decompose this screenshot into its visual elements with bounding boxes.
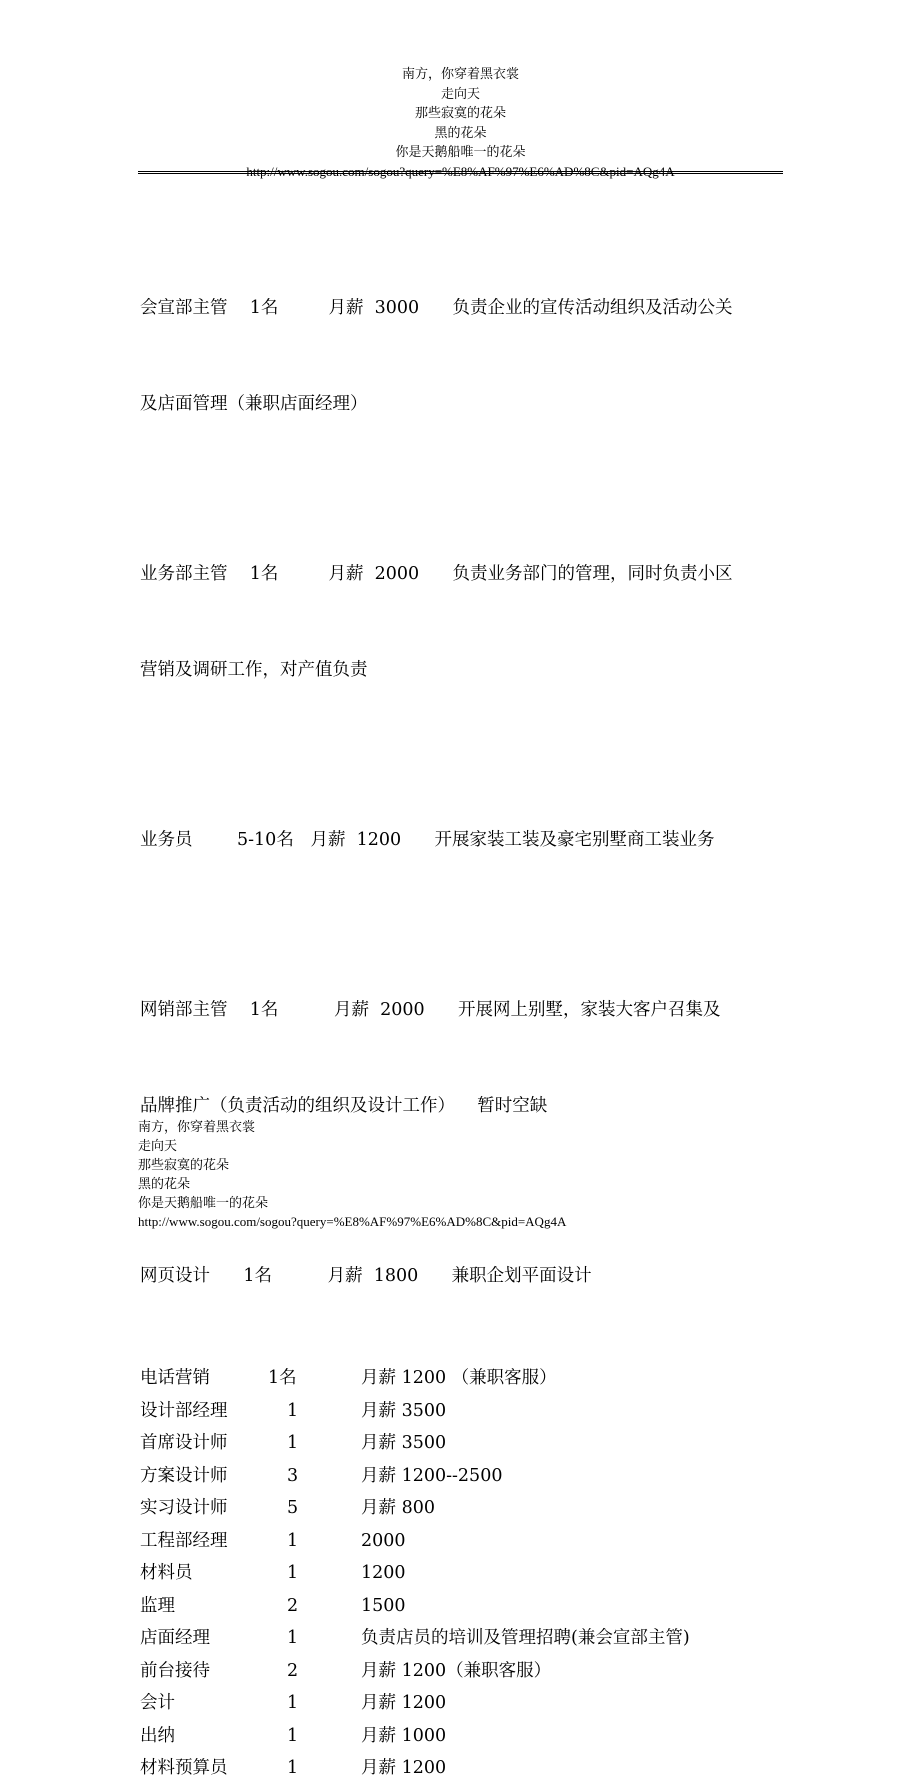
job-salary: 月薪 3500 [361,1433,447,1453]
job-count: 1 [287,1628,299,1648]
job-count: 1 [287,1433,299,1453]
job-row [140,1395,790,1428]
job-title: 首席设计师 [140,1433,228,1453]
job-count: 3 [287,1465,299,1486]
header-poem-line: 黑的花朵 [434,124,487,140]
job-count: 2 [287,1660,299,1681]
page-header [138,64,783,181]
job-salary: 月薪 1200 [361,1693,447,1713]
job-line: 会宣部主管 1名 月薪 3000 负责企业的宣传活动组织及活动公关 [140,298,733,318]
job-listing [140,228,790,1785]
job-count: 1 [287,1530,299,1551]
job-salary: 月薪 1200--2500 [361,1465,503,1486]
footer-poem-line: 南方，你穿着黑衣裳 [138,1119,256,1134]
job-line: 及店面管理（兼职店面经理） [140,394,368,414]
job-count: 1 [287,1400,299,1421]
job-salary: 月薪 1200 （兼职客服） [361,1368,557,1388]
page-footer [138,1117,566,1231]
job-title: 出纳 [140,1725,175,1746]
job-salary: 1200 [361,1563,406,1583]
job-line: 网销部主管 1名 月薪 2000 开展网上别墅，家装大客户召集及 [140,1000,721,1020]
job-row [140,1622,790,1655]
job-block-publicity-manager [140,228,790,484]
job-salary: 月薪 1200（兼职客服） [361,1660,552,1681]
job-duty: 负责店员的培训及管理招聘(兼会宣部主管) [361,1628,690,1648]
job-row [140,1687,790,1720]
job-count: 2 [287,1595,299,1616]
job-block-salesperson [140,760,790,920]
job-salary: 月薪 800 [361,1498,435,1518]
header-poem-line: 走向天 [440,85,480,101]
job-title: 会计 [140,1693,175,1713]
header-poem-line: 那些寂寞的花朵 [414,105,506,120]
job-row [140,1525,790,1558]
job-row [140,1362,790,1395]
job-title: 监理 [140,1595,175,1616]
job-title: 前台接待 [140,1660,210,1681]
header-url: http://www.sogou.com/sogou?query=%E8%AF%97%E6%AD%8C&pid=AQg4A [246,163,675,179]
footer-poem-line: 走向天 [138,1138,178,1153]
job-line: 品牌推广（负责活动的组织及设计工作） 暂时空缺 [140,1096,548,1116]
footer-poem-line: 那些寂寞的花朵 [138,1157,230,1172]
header-poem-line: 南方，你穿着黑衣裳 [401,66,519,81]
job-row [140,1492,790,1525]
job-salary: 2000 [361,1530,406,1551]
job-count: 1 [287,1693,299,1713]
job-count: 1 [287,1758,299,1778]
footer-url: http://www.sogou.com/sogou?query=%E8%AF%97%E6%AD%8C&pid=AQg4A [138,1214,567,1229]
job-row [140,1655,790,1688]
job-row [140,1752,790,1785]
job-title: 店面经理 [140,1628,210,1648]
job-count: 1 [287,1563,299,1583]
job-title: 方案设计师 [140,1465,228,1486]
job-salary: 月薪 3500 [361,1400,447,1421]
job-count: 1名 [268,1368,297,1388]
header-divider [138,171,783,174]
job-title: 实习设计师 [140,1498,228,1518]
job-row [140,1460,790,1493]
job-table [140,1362,790,1785]
job-count: 1 [287,1725,299,1746]
job-title: 设计部经理 [140,1400,228,1421]
job-title: 工程部经理 [140,1530,228,1551]
footer-poem-line: 黑的花朵 [138,1176,191,1191]
header-poem-line: 你是天鹅船唯一的花朵 [395,144,526,159]
footer-poem-line: 你是天鹅船唯一的花朵 [138,1195,269,1210]
job-title: 材料员 [140,1563,193,1583]
job-title: 材料预算员 [140,1758,228,1778]
job-line: 营销及调研工作，对产值负责 [140,660,368,680]
job-title: 电话营销 [140,1368,210,1388]
job-salary: 月薪 1000 [361,1725,447,1746]
job-line: 业务部主管 1名 月薪 2000 负责业务部门的管理，同时负责小区 [140,564,733,584]
job-count: 5 [287,1498,299,1518]
job-salary: 月薪 1200 [361,1758,447,1778]
job-row [140,1590,790,1623]
job-block-sales-manager [140,494,790,750]
job-line: 业务员 5-10名 月薪 1200 开展家装工装及豪宅别墅商工装业务 [140,830,715,850]
job-line: 网页设计 1名 月薪 1800 兼职企划平面设计 [140,1266,592,1286]
job-row [140,1720,790,1753]
job-row [140,1427,790,1460]
job-salary: 1500 [361,1595,406,1616]
job-row [140,1557,790,1590]
